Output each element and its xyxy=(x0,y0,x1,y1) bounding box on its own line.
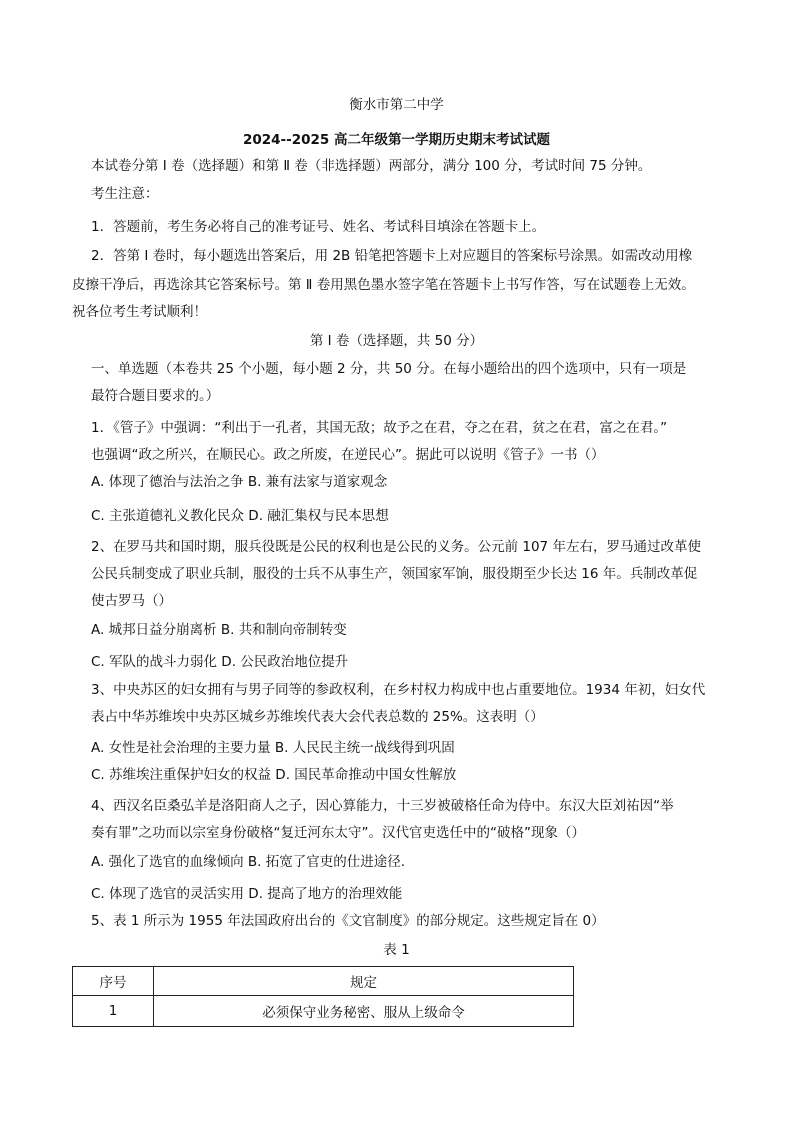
question-2-options-2: C. 军队的战斗力弱化 D. 公民政治地位提升 xyxy=(91,654,349,670)
question-3-options-2: C. 苏维埃注重保护妇女的权益 D. 国民革命推动中国女性解放 xyxy=(91,767,457,783)
regulations-table xyxy=(72,966,574,1027)
question-2-options-1: A. 城邦日益分崩离析 B. 共和制向帝制转变 xyxy=(91,622,347,638)
question-1-options-1: A. 体现了德治与法治之争 B. 兼有法家与道家观念 xyxy=(91,474,388,490)
question-1-line-1: 1．《管子》中强调：“利出于一孔者，其国无敌；故予之在君，夺之在君，贫之在君，富之在君。” xyxy=(91,420,668,436)
section-title: 第 Ⅰ 卷（选择题，共 50 分） xyxy=(309,333,484,349)
question-2-line-1: 2、在罗马共和国时期，服兵役既是公民的权利也是公民的义务。公元前 107 年左右，罗马通过改革使 xyxy=(91,539,701,555)
column-header-number: 序号 xyxy=(73,967,154,996)
table-caption: 表 1 xyxy=(383,942,410,958)
question-4-options-2: C. 体现了选官的灵活实用 D. 提高了地方的治理效能 xyxy=(91,886,403,902)
column-header-regulation: 规定 xyxy=(154,967,574,996)
table-header-row xyxy=(73,967,574,996)
question-1-options-2: C. 主张道德礼义教化民众 D. 融汇集权与民本思想 xyxy=(91,508,389,524)
question-3-options-1: A. 女性是社会治理的主要力量 B. 人民民主统一战线得到巩固 xyxy=(91,740,455,756)
mc-instructions-line-2: 最符合题目要求的。） xyxy=(91,388,220,404)
notice-item-2-line-2: 皮擦干净后，再选涂其它答案标号。第 Ⅱ 卷用黑色墨水签字笔在答题卡上书写作答，写在试题卷上无效。 xyxy=(72,277,695,293)
notice-item-2-line-1: 2．答第 Ⅰ 卷时，每小题选出答案后，用 2B 铅笔把答题卡上对应题目的答案标号涂黑。如需改动用橡 xyxy=(91,248,693,264)
table-cell-number: 1 xyxy=(73,996,154,1027)
mc-instructions-line-1: 一、单选题（本卷共 25 个小题，每小题 2 分，共 50 分。在每小题给出的四个选项中，只有一项是 xyxy=(91,361,687,377)
question-2-line-3: 使古罗马（） xyxy=(91,593,172,609)
question-3-line-1: 3、中央苏区的妇女拥有与男子同等的参政权利，在乡村权力构成中也占重要地位。1934 年初，妇女代 xyxy=(91,682,706,698)
table-cell-regulation: 必须保守业务秘密、服从上级命令 xyxy=(154,996,574,1027)
table-row xyxy=(73,996,574,1027)
notice-item-1: 1．答题前，考生务必将自己的准考证号、姓名、考试科目填涂在答题卡上。 xyxy=(91,219,546,235)
school-name: 衡水市第二中学 xyxy=(349,97,444,113)
question-4-line-2: 奏有罪”之功而以宗室身份破格“复迁河东太守”。汉代官吏选任中的“破格”现象（） xyxy=(91,825,585,841)
exam-title: 2024--2025 高二年级第一学期历史期末考试试题 xyxy=(242,132,551,148)
question-2-line-2: 公民兵制变成了职业兵制，服役的士兵不从事生产，领国家军饷，服役期至少长达 16 年。兵制改革促 xyxy=(91,566,698,582)
notice-item-2-line-3: 祝各位考生考试顺利！ xyxy=(72,304,207,320)
question-3-line-2: 表占中华苏维埃中央苏区城乡苏维埃代表大会代表总数的 25%。这表明（） xyxy=(91,709,544,725)
intro-line: 本试卷分第 Ⅰ 卷（选择题）和第 Ⅱ 卷（非选择题）两部分，满分 100 分，考试时间 75 分钟。 xyxy=(91,158,652,174)
notice-label: 考生注意： xyxy=(91,186,159,202)
question-4-options-1: A. 强化了选官的血缘倾向 B. 拓宽了官吏的仕进途径. xyxy=(91,854,406,870)
question-5-line-1: 5、表 1 所示为 1955 年法国政府出台的《文官制度》的部分规定。这些规定旨在 0） xyxy=(91,913,605,929)
question-1-line-2: 也强调“政之所兴，在顺民心。政之所废，在逆民心”。据此可以说明《管子》一书（） xyxy=(91,447,605,463)
question-4-line-1: 4、西汉名臣桑弘羊是洛阳商人之子，因心算能力，十三岁被破格任命为侍中。东汉大臣刘祐因“举 xyxy=(91,798,674,814)
